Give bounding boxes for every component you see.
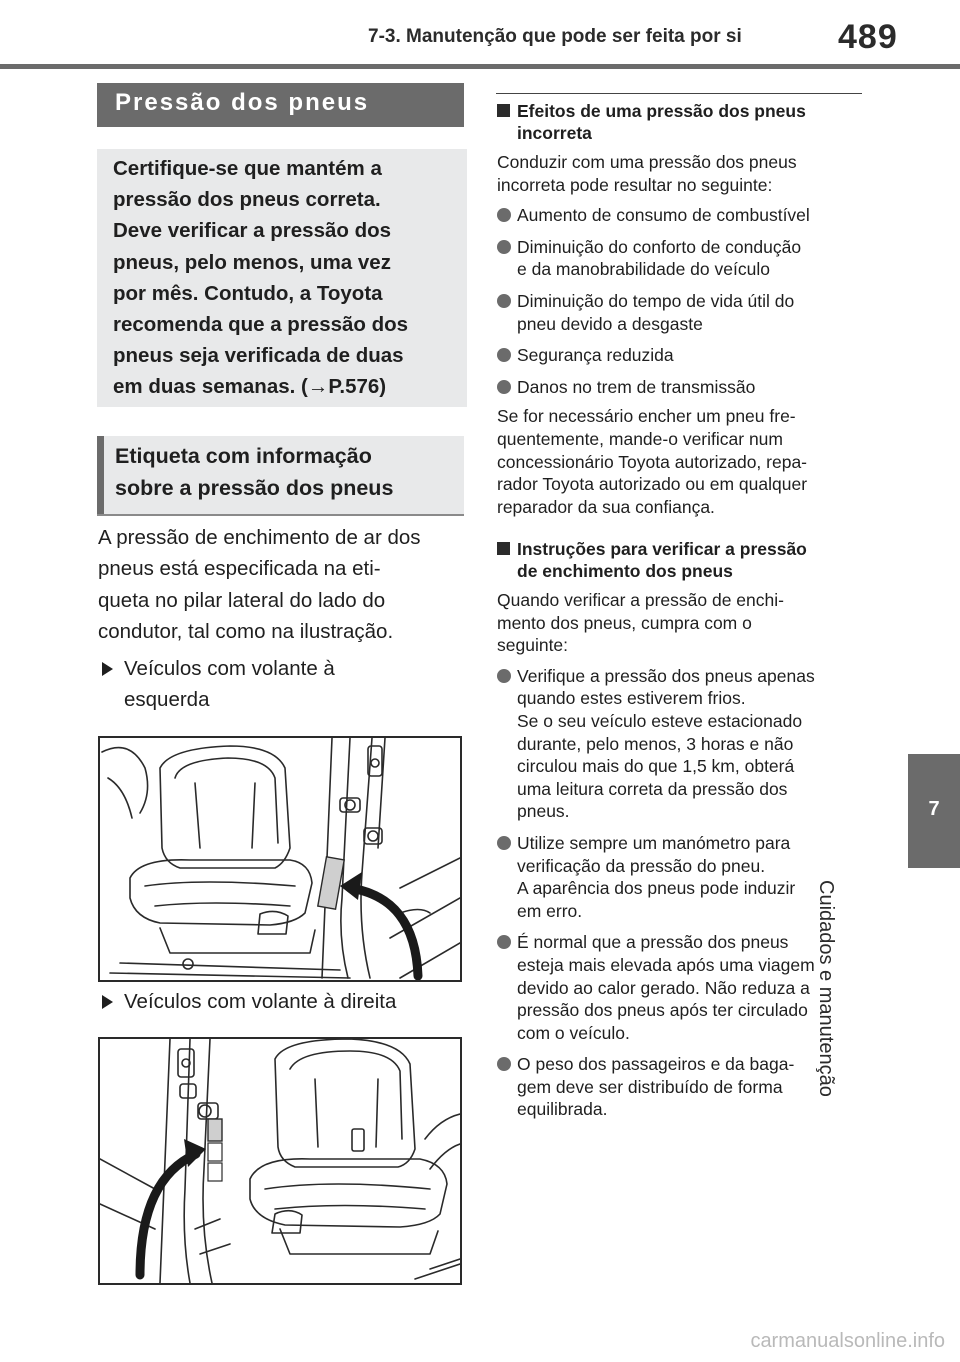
intro-line: por mês. Contudo, a Toyota: [113, 281, 383, 305]
intro-line: recomenda que a pressão dos: [113, 313, 409, 337]
square-bullet-icon: [497, 542, 510, 555]
text-line: uma leitura correta da pressão dos: [517, 778, 788, 799]
body-line: condutor, tal como na ilustração.: [98, 620, 394, 644]
text-line: Diminuição do tempo de vida útil do: [517, 290, 795, 311]
circle-bullet-icon: [497, 208, 511, 222]
text-line: mento dos pneus, cumpra com o: [497, 612, 752, 633]
page-header: [0, 0, 960, 70]
text-line: seguinte:: [497, 635, 569, 656]
text-line: pneu devido a desgaste: [517, 313, 703, 334]
text-line: equilibrada.: [517, 1099, 608, 1120]
illustration-left-hand-drive: [98, 736, 462, 982]
tire-label-description: [98, 522, 464, 648]
subheading-line: Etiqueta com informação: [115, 444, 372, 468]
chapter-tab: [908, 754, 960, 868]
intro-line: pneus, pelo menos, uma vez: [113, 250, 391, 274]
subheading-tire-label: [97, 436, 464, 514]
tire-pressure-label-marker: [208, 1119, 222, 1141]
circle-bullet-icon: [497, 348, 511, 362]
triangle-bullet-icon: [102, 995, 113, 1009]
section-heading: [497, 538, 863, 582]
text-line: Utilize sempre um manómetro para: [517, 832, 791, 853]
subheading-line: sobre a pressão dos pneus: [115, 476, 394, 500]
heading-line: Instruções para verificar a pressão: [517, 539, 807, 559]
section-pressure-check-instructions: [497, 538, 863, 1121]
section-intro: [497, 589, 863, 657]
text-line: esteja mais elevada após uma viagem: [517, 954, 815, 975]
section-title: Pressão dos pneus: [115, 89, 370, 116]
section-effects-incorrect-pressure: [497, 100, 863, 518]
list-item: [497, 236, 863, 281]
circle-bullet-icon: [497, 935, 511, 949]
body-line: queta no pilar lateral do lado do: [98, 588, 386, 612]
text-line: pneus.: [517, 801, 570, 822]
circle-bullet-icon: [497, 1057, 511, 1071]
text-line: pressão dos pneus após ter circulado: [517, 1000, 808, 1021]
chapter-title: Cuidados e manutenção: [815, 880, 838, 1097]
circle-bullet-icon: [497, 294, 511, 308]
text-line: Segurança reduzida: [517, 345, 674, 366]
text-line: A aparência dos pneus pode induzir: [517, 878, 796, 899]
text-line: reparador da sua confiança.: [497, 496, 715, 517]
text-line: incorreta pode resultar no seguinte:: [497, 174, 773, 195]
triangle-bullet-icon: [102, 662, 113, 676]
intro-line: Deve verificar a pressão dos: [113, 219, 392, 243]
list-item: [497, 290, 863, 335]
text-line: circulou mais do que 1,5 km, obterá: [517, 756, 795, 777]
text-line: Quando verificar a pressão de enchi-: [497, 590, 784, 610]
circle-bullet-icon: [497, 380, 511, 394]
seat-pillar-drawing-rhd: [100, 1039, 460, 1283]
list-item: [497, 931, 863, 1044]
text-line: quentemente, mande-o verificar num: [497, 428, 783, 449]
circle-bullet-icon: [497, 240, 511, 254]
list-item: [497, 832, 863, 922]
text-line: Se o seu veículo esteve estacionado: [517, 710, 803, 731]
item-line: Veículos com volante à: [124, 657, 335, 680]
text-line: com o veículo.: [517, 1022, 630, 1043]
tire-pressure-label-marker: [318, 857, 344, 909]
chapter-title-vertical: [815, 880, 955, 1130]
heading-line: de enchimento dos pneus: [517, 561, 733, 581]
text-line: É normal que a pressão dos pneus: [517, 932, 789, 953]
intro-line: em duas semanas. (→P.576): [113, 375, 387, 399]
list-item: [497, 344, 863, 367]
heading-line: Efeitos de uma pressão dos pneus: [517, 101, 806, 121]
text-line: gem deve ser distribuído de forma: [517, 1076, 783, 1097]
subheading-rule: [97, 514, 464, 516]
text-line: durante, pelo menos, 3 horas e não: [517, 733, 794, 754]
item-line: Veículos com volante à direita: [124, 990, 397, 1013]
list-item: [497, 665, 863, 823]
list-item: [497, 1053, 863, 1121]
text-line: devido ao calor gerado. Não reduza a: [517, 977, 810, 998]
intro-line: Certifique-se que mantém a: [113, 157, 382, 180]
watermark: carmanualsonline.info: [750, 1330, 945, 1352]
item-line: esquerda: [124, 688, 210, 712]
text-line: Diminuição do conforto de condução: [517, 236, 802, 257]
square-bullet-icon: [497, 104, 510, 117]
text-line: Conduzir com uma pressão dos pneus: [497, 152, 797, 172]
body-line: pneus está especificada na eti-: [98, 557, 381, 581]
chapter-number: 7: [928, 798, 940, 820]
text-line: O peso dos passageiros e da baga-: [517, 1054, 795, 1075]
list-item: [497, 376, 863, 399]
circle-bullet-icon: [497, 669, 511, 683]
seat-pillar-drawing-lhd: [100, 738, 460, 980]
intro-line: pneus seja verificada de duas: [113, 344, 404, 368]
section-heading: [497, 100, 863, 144]
text-line: e da manobrabilidade do veículo: [517, 259, 770, 280]
text-line: quando estes estiverem frios.: [517, 688, 746, 709]
text-line: verificação da pressão do pneu.: [517, 855, 766, 876]
text-line: Verifique a pressão dos pneus apenas: [517, 665, 815, 686]
text-line: Danos no trem de transmissão: [517, 376, 756, 397]
header-rule: [0, 64, 960, 69]
text-line: Se for necessário encher um pneu fre-: [497, 406, 796, 427]
section-closing: [497, 405, 863, 518]
page-number: 489: [838, 18, 898, 56]
text-line: Aumento de consumo de combustível: [517, 205, 810, 226]
list-item: [497, 204, 863, 227]
illustration-right-hand-drive: [98, 1037, 462, 1285]
text-line: rador Toyota autorizado ou em qualquer: [497, 474, 808, 495]
intro-line: pressão dos pneus correta.: [113, 188, 381, 212]
section-intro: [497, 151, 863, 196]
text-line: concessionário Toyota autorizado, repa-: [497, 451, 808, 472]
item-right-hand-drive: [102, 986, 464, 1017]
intro-box: [97, 149, 467, 407]
body-line: A pressão de enchimento de ar dos: [98, 526, 421, 549]
item-left-hand-drive: [102, 653, 464, 716]
header-section-title: 7-3. Manutenção que pode ser feita por si: [368, 26, 742, 47]
circle-bullet-icon: [497, 836, 511, 850]
heading-line: incorreta: [517, 123, 592, 143]
right-column-rule: [496, 93, 862, 94]
section-title-bar: [97, 83, 464, 127]
text-line: em erro.: [517, 900, 583, 921]
